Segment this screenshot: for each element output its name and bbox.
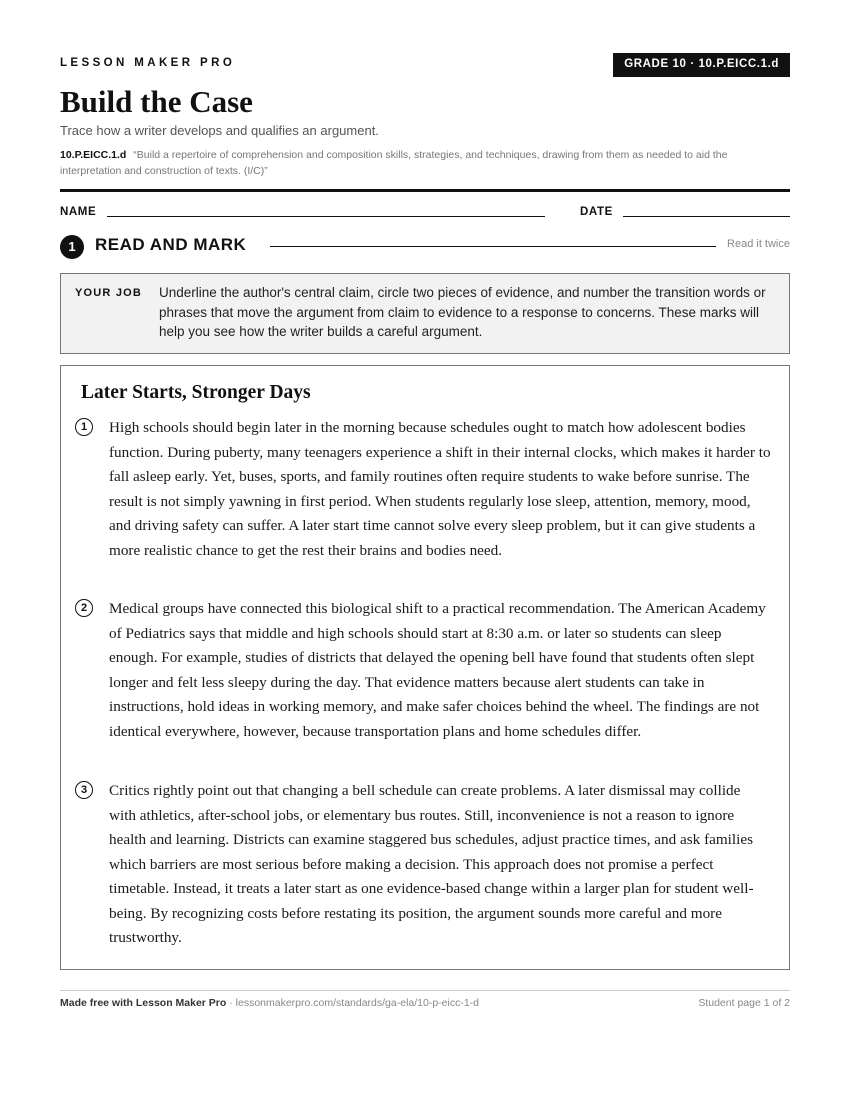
header-divider xyxy=(60,189,790,192)
brand-name: LESSON MAKER PRO xyxy=(60,57,236,69)
section-note: Read it twice xyxy=(727,238,790,250)
reading-passage xyxy=(60,365,790,970)
job-box xyxy=(60,273,790,354)
footer-made-with: Made free with Lesson Maker Pro xyxy=(60,997,227,1009)
job-instructions: Underline the author's central claim, circle two pieces of evidence, and number the transition words or phrases that move the argument from claim to evidence to a response to concerns. These marks will help you see how the writer builds a careful argument. xyxy=(159,285,766,339)
section-divider xyxy=(270,246,716,247)
page-subtitle: Trace how a writer develops and qualifies an argument. xyxy=(60,123,379,138)
footer-url[interactable]: lessonmakerpro.com/standards/ga-ela/10-p-eicc-1-d xyxy=(235,997,480,1009)
footer-divider xyxy=(60,990,790,991)
paragraph-number: 1 xyxy=(75,418,93,436)
paragraph-text: High schools should begin later in the morning because schedules ought to match how adolescent bodies function. During puberty, many teenagers experience a shift in their internal clocks, which makes it harder to fall asleep early. Yet, buses, sports, and family routines often require students to wake before sunrise. The result is not simply yawning in first period. When students regularly lose sleep, attention, memory, mood, and driving safety can suffer. A later start time cannot solve every sleep problem, but it can give students a more realistic chance to get the rest their brains and bodies need. xyxy=(109,419,771,559)
job-label: YOUR JOB xyxy=(75,287,143,299)
paragraph-number: 2 xyxy=(75,599,93,617)
paragraph-number: 3 xyxy=(75,781,93,799)
name-label: NAME xyxy=(60,206,97,218)
standard-description xyxy=(60,147,790,179)
footer-credit xyxy=(60,997,479,1009)
date-label: DATE xyxy=(580,206,613,218)
article-title: Later Starts, Stronger Days xyxy=(81,382,311,403)
footer-page-number: Student page 1 of 2 xyxy=(698,997,790,1009)
paragraph-text: Medical groups have connected this biological shift to a practical recommendation. The American Academy of Pediatrics says that middle and high schools should start at 8:30 a.m. or later so students can sleep enough. For example, studies of districts that delayed the opening bell have found that students often slept longer and felt less sleepy during the day. That evidence matters because alert students can take in instructions, hold ideas in working memory, and make safer choices behind the wheel. The findings are not identical everywhere, however, because transportation plans and home schedules differ. xyxy=(109,600,766,740)
section-number-badge: 1 xyxy=(60,235,84,259)
name-field[interactable] xyxy=(107,216,545,217)
date-field[interactable] xyxy=(623,216,790,217)
section-title: READ AND MARK xyxy=(95,235,247,254)
page-title: Build the Case xyxy=(60,84,253,119)
standard-text: “Build a repertoire of comprehension and composition skills, strategies, and techniques, drawing from them as needed to aid the interpretation and construction of texts. (I/C)” xyxy=(60,149,728,177)
footer-separator: · xyxy=(226,997,236,1009)
paragraph-text: Critics rightly point out that changing a bell schedule can create problems. A later dismissal may collide with athletics, after-school jobs, or elementary bus routes. Still, inconvenience is not a reason to ignore health and learning. Districts can examine staggered bus schedules, adjust practice times, and ask families which barriers are most serious before making a decision. This approach does not promise a perfect timetable. Instead, it treats a later start as one evidence-based change within a larger plan for student well-being. By recognizing costs before restating its position, the argument sounds more careful and more trustworthy. xyxy=(109,782,754,946)
grade-badge: GRADE 10 · 10.P.EICC.1.d xyxy=(613,53,790,77)
standard-code: 10.P.EICC.1.d xyxy=(60,149,127,161)
